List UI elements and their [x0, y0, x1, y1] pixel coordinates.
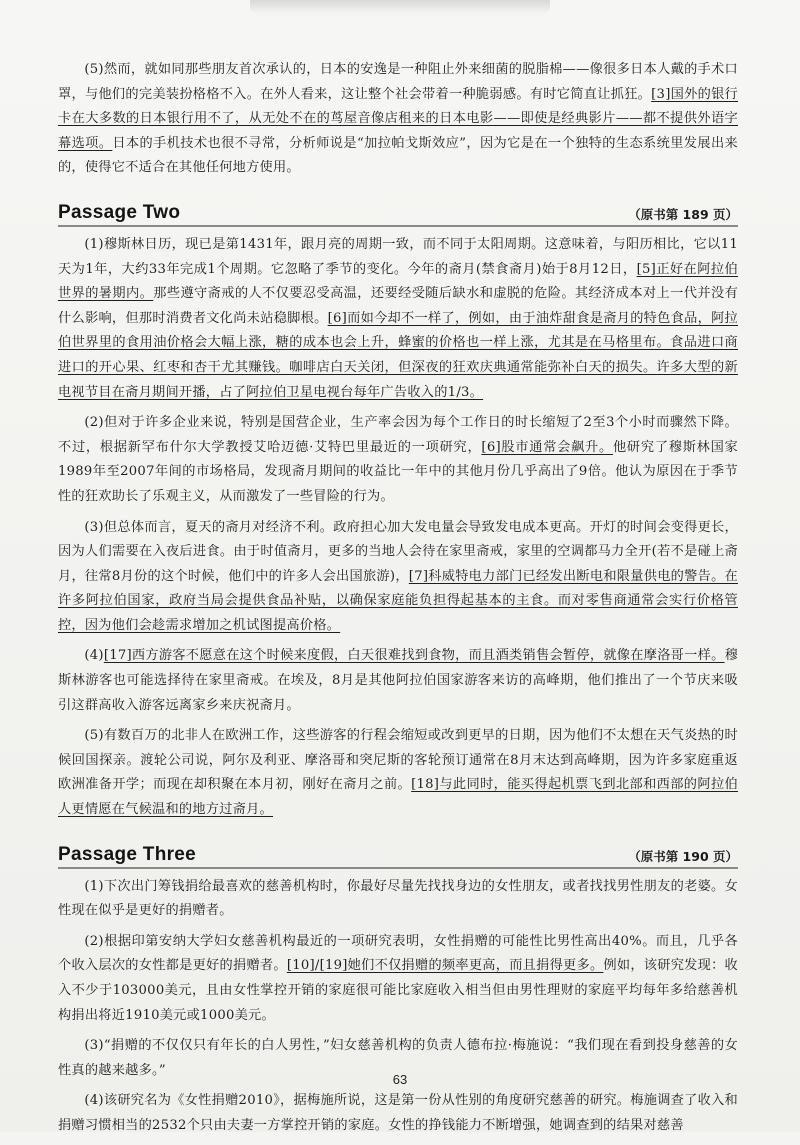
text-span: (4)该研究名为《女性捐赠2010》，据梅施所说，这是第一份从性别的角度研究慈善的研究。梅施调查了收入和捐赠习惯相当的2532个只由夫妻一方掌控开销的家庭。女性的挣钱能力不断增强，她调查到的结果对慈善 [58, 1093, 738, 1133]
text-span: 日本的手机技术也很不寻常，分析师说是“加拉帕戈斯效应”，因为它是在一个独特的生态系统里发展出来的，使得它不适合在其他任何地方使用。 [58, 135, 738, 176]
text-span: (1)下次出门筹钱捐给最喜欢的慈善机构时，你最好尽量先找找身边的女性朋友，或者找找男性朋友的老婆。女性现在似乎是更好的捐赠者。 [58, 878, 738, 919]
text-span: (5)有数百万的北非人在欧洲工作，这些游客的行程会缩短或改到更早的日期，因为他们不太想在天气炎热的时候回国探亲。渡轮公司说，阿尔及利亚、摩洛哥和突尼斯的客轮预订通常在8月末达到高峰期，因为许多家庭重返欧洲准备开学；而现在却积聚在本月初，刚好在斋月之前。 [58, 728, 738, 793]
text-span: 那些遵守斋戒的人不仅要忍受高温，还要经受随后缺水和虚脱的危险。其经济成本对上一代并没有什么影响，但那时消费者文化尚未站稳脚根。 [58, 286, 739, 326]
passage-two-paragraph-2 [58, 411, 738, 509]
text-span: 例如，该研究发现：收入不少于103000美元，且由女性掌控开销的家庭很可能比家庭收入相当但由男性理财的家庭平均每年多给慈善机构捐出将近1910美元或1000美元。 [58, 958, 738, 1023]
underlined-answer-span: [3]国外的银行卡在大多数的日本银行用不了，从无处不在的茑屋音像店租来的日本电影——即使是经典影片——都不提供外语字幕选项。 [58, 86, 738, 151]
book-page-reference: （原书第 189 页） [628, 206, 738, 222]
underlined-answer-span: [6]而如今却不一样了，例如，由于油炸甜食是斋月的特色食品，阿拉伯世界里的食用油价格会大幅上涨，糖的成本也会上升，蜂蜜的价格也一样上涨，尤其是在马格里布。食品进口商进口的开心果、红枣和杏干尤其赚钱。咖啡店白天关闭，但深夜的狂欢庆典通常能弥补白天的损失。许多大型的新电视节目在斋月期间开播，占了阿拉伯卫星电视台每年广告收入的1/3。 [58, 310, 738, 400]
text-span: (1)穆斯林日历，现已是第1431年，跟月亮的周期一致，而不同于太阳周期。这意味着，与阳历相比，它以11天为1年，大约33年完成1个周期。它忽略了季节的变化。今年的斋月(禁食斋月)始于8月12日， [58, 236, 738, 277]
passage-two-paragraph-3 [58, 516, 738, 639]
passage-three-header [58, 841, 738, 869]
underlined-answer-span: [17]西方游客不愿意在这个时候来度假，白天很难找到食物，而且酒类销售会暂停，就像在摩洛哥一样。 [103, 648, 725, 664]
text-span: (5)然而，就如同那些朋友首次承认的，日本的安逸是一种阻止外来细菌的脱脂棉——像很多日本人戴的手术口罩，与他们的完美装扮格格不入。在外人看来，这让整个社会带着一种脆弱感。有时它简直让抓狂。 [58, 62, 738, 102]
passage-one-paragraph-5 [58, 58, 738, 181]
text-span: (4) [84, 648, 104, 664]
underlined-answer-span: [10]/[19]她们不仅捐赠的频率更高，而且捐得更多。 [286, 958, 604, 974]
text-span: 穆斯林游客也可能选择待在家里斋戒。在埃及，8月是其他阿拉伯国家游客来访的高峰期，他们推出了一个节庆来吸引这群高收入游客远离家乡来庆祝斋月。 [58, 648, 738, 713]
underlined-answer-span: [18]与此同时，能买得起机票飞到北部和西部的阿拉伯人更情愿在气候温和的地方过斋月。 [58, 777, 738, 818]
passage-title: Passage Three [58, 843, 197, 865]
passage-two-paragraph-5 [58, 724, 738, 822]
text-span: (2)根据印第安纳大学妇女慈善机构最近的一项研究表明，女性捐赠的可能性比男性高出40%。而且，几乎各个收入层次的女性都是更好的捐赠者。 [58, 933, 738, 974]
top-edge-shadow [250, 0, 550, 14]
page-content [58, 58, 738, 1145]
passage-three-paragraph-1 [58, 875, 738, 924]
text-span: 他研究了穆斯林国家1989年至2007年间的市场格局，发现斋月期间的收益比一年中的其他月份几乎高出了9倍。他认为原因在于季节性的狂欢助长了乐观主义，从而激发了一些冒险的行为。 [58, 439, 738, 504]
page-number: 63 [392, 1072, 408, 1087]
text-span: (3)但总体而言，夏天的斋月对经济不利。政府担心加大发电量会导致发电成本更高。开灯的时间会变得更长，因为人们需要在入夜后进食。由于时值斋月，更多的当地人会待在家里斋戒，家里的空调都马力全开(若不是碰上斋月，往常8月份的这个时候，他们中的许多人会出国旅游)， [58, 519, 738, 584]
underlined-answer-span: [6]股市通常会飙升。 [481, 439, 613, 455]
book-page-reference: （原书第 190 页） [628, 848, 738, 864]
passage-two-paragraph-1 [58, 233, 738, 405]
passage-title: Passage Two [58, 201, 181, 223]
passage-two-header [58, 199, 738, 227]
passage-three-paragraph-4 [58, 1089, 738, 1138]
text-span: (2)但对于许多企业来说，特别是国营企业，生产率会因为每个工作日的时长缩短了2至3个小时而骤然下降。不过，根据新罕布什尔大学教授艾哈迈德·艾特巴里最近的一项研究， [58, 415, 738, 455]
underlined-answer-span: [7]科威特电力部门已经发出断电和限量供电的警告。在许多阿拉伯国家，政府当局会提供食品补贴，以确保家庭能负担得起基本的主食。而对零售商通常会实行价格管控，因为他们会趁需求增加之机试图提高价格。 [58, 568, 738, 633]
passage-two-paragraph-4 [58, 644, 738, 718]
text-span: (3)“捐赠的不仅仅只有年长的白人男性，”妇女慈善机构的负责人德布拉·梅施说：“我们现在看到投身慈善的女性真的越来越多。” [58, 1038, 738, 1078]
passage-three-paragraph-2 [58, 930, 738, 1028]
underlined-answer-span: [5]正好在阿拉伯世界的暑期内。 [58, 261, 738, 302]
